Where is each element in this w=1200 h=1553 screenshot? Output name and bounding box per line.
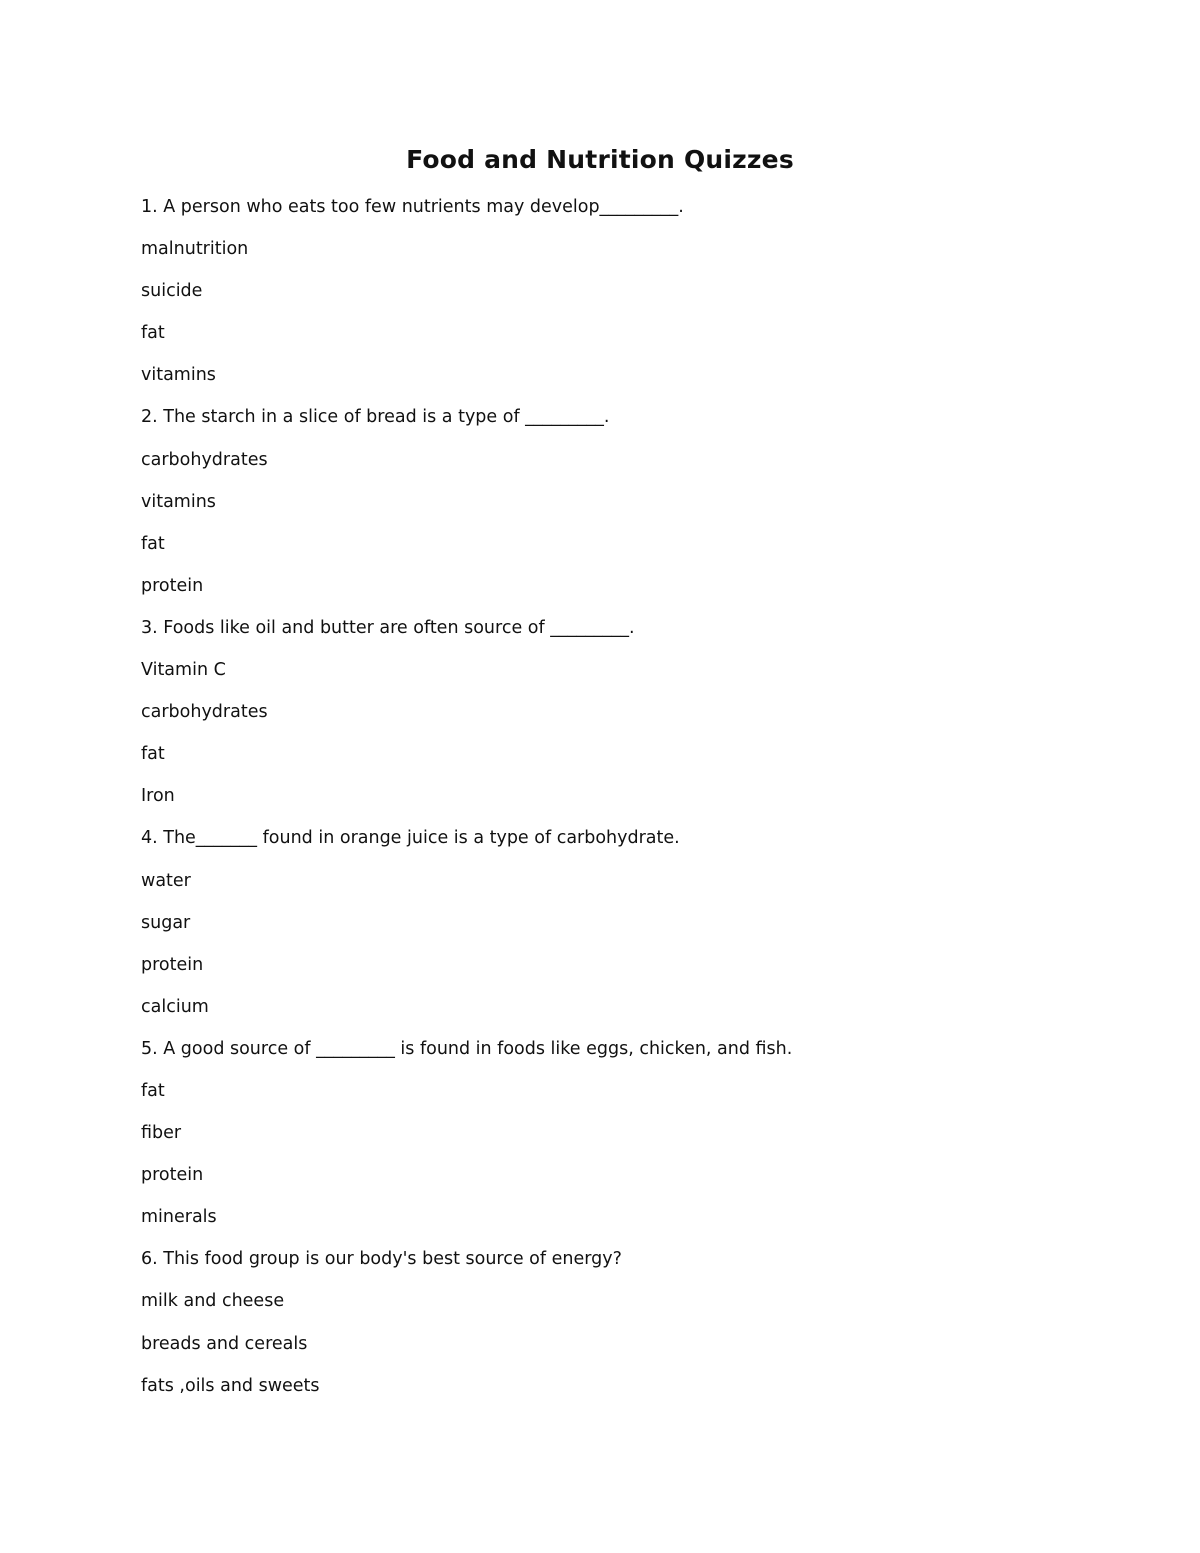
question-3-option-3: fat [141, 744, 165, 765]
question-2-option-2: vitamins [141, 491, 216, 512]
question-6-option-1: milk and cheese [141, 1291, 285, 1312]
question-4-option-3: protein [141, 954, 204, 975]
question-2-option-4: protein [141, 575, 204, 596]
question-5: 5. A good source of _________ is found in foods like eggs, chicken, and fish. [141, 1038, 793, 1059]
question-3-option-4: Iron [141, 786, 175, 807]
question-2-option-1: carbohydrates [141, 449, 268, 470]
quiz-list [141, 193, 1041, 1414]
question-5-option-4: minerals [141, 1207, 217, 1228]
question-2: 2. The starch in a slice of bread is a type of _________. [141, 407, 610, 428]
document-title: Food and Nutrition Quizzes [406, 145, 794, 174]
question-4: 4. The_______ found in orange juice is a type of carbohydrate. [141, 828, 680, 849]
question-4-option-1: water [141, 870, 191, 891]
question-1-option-4: vitamins [141, 365, 216, 386]
question-6: 6. This food group is our body's best source of energy? [141, 1249, 622, 1270]
question-6-option-2: breads and cereals [141, 1333, 308, 1354]
question-3-option-1: Vitamin C [141, 660, 226, 681]
question-3-option-2: carbohydrates [141, 702, 268, 723]
question-4-option-4: calcium [141, 996, 209, 1017]
question-4-option-2: sugar [141, 912, 191, 933]
question-1-option-2: suicide [141, 281, 203, 302]
question-5-option-1: fat [141, 1080, 165, 1101]
question-5-option-2: fiber [141, 1123, 182, 1144]
question-1-option-3: fat [141, 323, 165, 344]
question-6-option-3: fats ,oils and sweets [141, 1375, 320, 1396]
question-1: 1. A person who eats too few nutrients may develop_________. [141, 197, 684, 217]
question-3: 3. Foods like oil and butter are often source of _________. [141, 617, 635, 638]
question-5-option-3: protein [141, 1165, 204, 1186]
question-2-option-3: fat [141, 533, 165, 554]
question-1-option-1: malnutrition [141, 239, 249, 260]
